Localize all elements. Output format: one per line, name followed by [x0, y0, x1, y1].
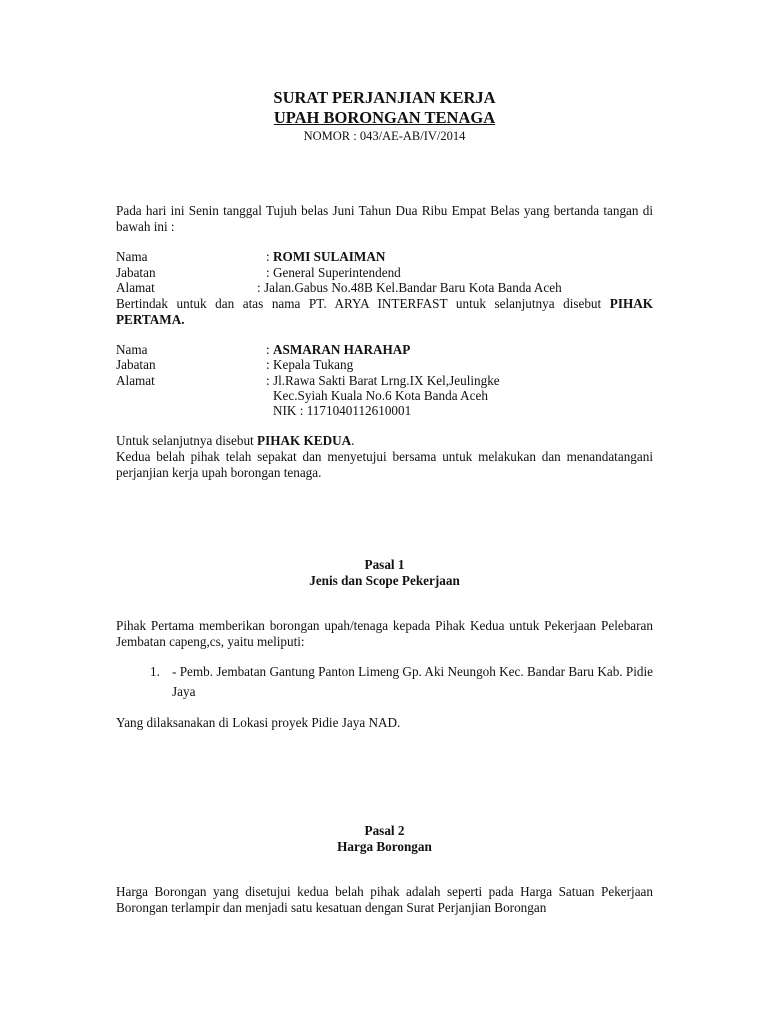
second-party-position-row — [116, 357, 353, 373]
article1-list-item — [152, 662, 653, 702]
second-party-address-line2: Kec.Syiah Kuala No.6 Kota Banda Aceh — [273, 388, 488, 403]
second-party-statement — [116, 433, 354, 449]
first-party-name-separator: : — [266, 249, 273, 264]
first-party-position-row — [116, 265, 401, 281]
article1-paragraph: Pihak Pertama memberikan borongan upah/tenaga kepada Pihak Kedua untuk Pekerjaan Pelebaran Jembatan capeng,cs, yaitu meliputi: — [116, 618, 653, 649]
second-party-address-label: Alamat — [116, 373, 155, 388]
first-party-name-value: ROMI SULAIMAN — [272, 249, 386, 264]
article2-paragraph: Harga Borongan yang disetujui kedua belah pihak adalah seperti pada Harga Satuan Pekerjaan Borongan terlampir dan menjadi satu kesatuan dengan Surat Perjanjian Borongan — [116, 884, 653, 915]
first-party-designation: PIHAK PERTAMA. — [116, 296, 653, 327]
document-title-line2: UPAH BORONGAN TENAGA — [273, 108, 496, 127]
first-party-address-value: : Jalan.Gabus No.48B Kel.Bandar Baru Kota Banda Aceh — [257, 280, 562, 295]
second-party-name-label: Nama — [116, 342, 148, 357]
intro-paragraph: Pada hari ini Senin tanggal Tujuh belas Juni Tahun Dua Ribu Empat Belas yang bertanda tangan di bawah ini : — [116, 203, 653, 234]
article1-heading: Jenis dan Scope Pekerjaan — [309, 573, 460, 588]
first-party-position-label: Jabatan — [116, 265, 156, 280]
document-title-line1: SURAT PERJANJIAN KERJA — [273, 88, 496, 107]
document-number: NOMOR : 043/AE-AB/IV/2014 — [303, 129, 466, 143]
second-party-name-separator: : — [266, 342, 273, 357]
second-party-position-label: Jabatan — [116, 357, 156, 372]
first-party-address-label: Alamat — [116, 280, 155, 295]
first-party-name-label: Nama — [116, 249, 148, 264]
list-item-text: - Pemb. Jembatan Gantung Panton Limeng Gp. Aki Neungoh Kec. Bandar Baru Kab. Pidie Jaya — [172, 664, 653, 699]
second-party-designation: PIHAK KEDUA — [257, 433, 352, 448]
second-party-statement-text: Untuk selanjutnya disebut — [116, 433, 258, 448]
article1-number: Pasal 1 — [364, 557, 405, 572]
second-party-id-number: NIK : 1171040112610001 — [273, 403, 412, 418]
second-party-position-value: : Kepala Tukang — [266, 357, 354, 372]
second-party-name-row — [116, 342, 410, 358]
second-party-address-line1: : Jl.Rawa Sakti Barat Lrng.IX Kel,Jeulingke — [266, 373, 500, 388]
first-party-position-value: : General Superintendend — [266, 265, 401, 280]
article2-number: Pasal 2 — [364, 823, 405, 838]
first-party-address-row — [116, 280, 562, 296]
second-party-statement-end: . — [351, 433, 355, 448]
first-party-statement — [116, 296, 653, 328]
first-party-statement-text: Bertindak untuk dan atas nama PT. ARYA INTERFAST untuk selanjutnya disebut — [116, 296, 610, 311]
second-party-address-row — [116, 373, 500, 389]
list-item-number: 1. — [150, 664, 160, 679]
article2-heading: Harga Borongan — [337, 839, 432, 854]
agreement-paragraph: Kedua belah pihak telah sepakat dan menyetujui bersama untuk melakukan dan menandatangani perjanjian kerja upah borongan tenaga. — [116, 449, 653, 480]
second-party-name-value: ASMARAN HARAHAP — [272, 342, 411, 357]
first-party-name-row — [116, 249, 385, 265]
project-location: Yang dilaksanakan di Lokasi proyek Pidie Jaya NAD. — [116, 715, 401, 730]
